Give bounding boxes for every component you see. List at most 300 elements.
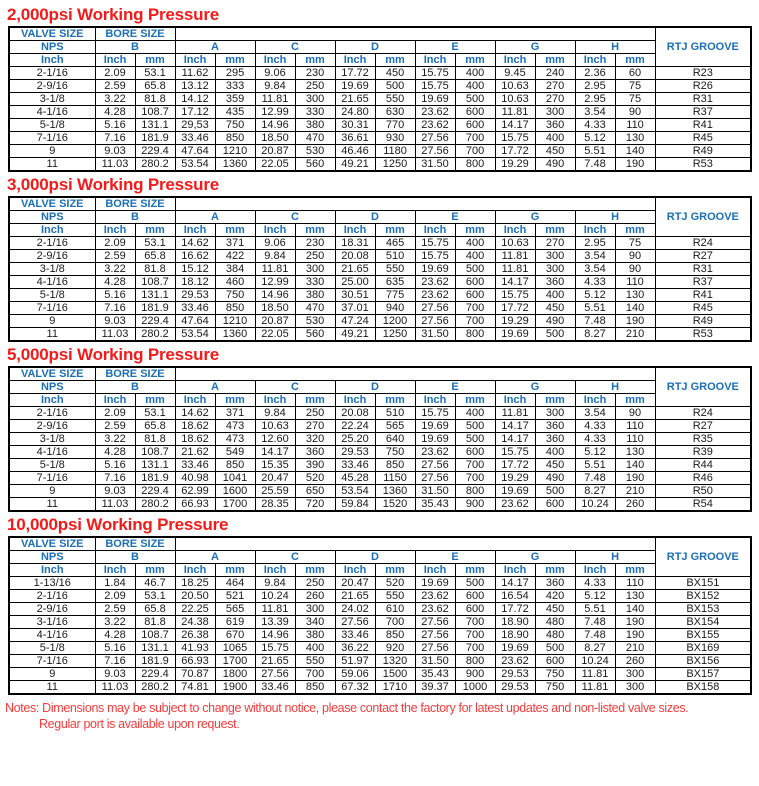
unit-header-mm: mm bbox=[455, 564, 495, 577]
rtj-groove-cell: R41 bbox=[655, 289, 751, 302]
dimension-cell: 700 bbox=[455, 302, 495, 315]
dimension-cell: 9.84 bbox=[255, 577, 295, 590]
valve-size-cell: 4-1/16 bbox=[9, 446, 95, 459]
dimension-cell: 53.54 bbox=[335, 485, 375, 498]
dimension-cell: 2.59 bbox=[95, 603, 135, 616]
rtj-groove-cell: R53 bbox=[655, 328, 751, 342]
dimension-cell: 12.99 bbox=[255, 106, 295, 119]
dimension-cell: 46.7 bbox=[135, 577, 175, 590]
valve-size-cell: 4-1/16 bbox=[9, 276, 95, 289]
dimension-cell: 500 bbox=[455, 433, 495, 446]
dimension-cell: 65.8 bbox=[135, 250, 175, 263]
valve-size-cell: 2-1/16 bbox=[9, 590, 95, 603]
dimension-cell: 24.02 bbox=[335, 603, 375, 616]
dimension-cell: 280.2 bbox=[135, 681, 175, 695]
dimension-cell: 18.62 bbox=[175, 433, 215, 446]
dimension-cell: 59.84 bbox=[335, 498, 375, 512]
dimension-cell: 750 bbox=[215, 289, 255, 302]
dimension-cell: 65.8 bbox=[135, 603, 175, 616]
unit-header-mm: mm bbox=[455, 54, 495, 67]
dimension-cell: 1150 bbox=[375, 472, 415, 485]
nps-header: NPS bbox=[9, 211, 95, 224]
dimension-cell: 635 bbox=[375, 276, 415, 289]
bore-size-header: BORE SIZE bbox=[95, 27, 175, 41]
dimension-cell: 360 bbox=[535, 276, 575, 289]
unit-header-inch: Inch bbox=[95, 394, 135, 407]
dimension-cell: 7.48 bbox=[575, 629, 615, 642]
valve-size-cell: 9 bbox=[9, 145, 95, 158]
rtj-groove-cell: BX151 bbox=[655, 577, 751, 590]
section-title: 10,000psi Working Pressure bbox=[7, 515, 229, 534]
table-row bbox=[9, 302, 751, 315]
dimension-cell: 450 bbox=[375, 67, 415, 80]
rtj-groove-cell: BX154 bbox=[655, 616, 751, 629]
table-row bbox=[9, 616, 751, 629]
dimension-cell: 7.16 bbox=[95, 302, 135, 315]
dimension-cell: 3.54 bbox=[575, 263, 615, 276]
dimension-cell: 17.72 bbox=[335, 67, 375, 80]
dimension-cell: 15.75 bbox=[415, 407, 455, 420]
dimension-cell: 270 bbox=[535, 93, 575, 106]
unit-header-mm: mm bbox=[535, 224, 575, 237]
dimension-cell: 250 bbox=[295, 80, 335, 93]
dimension-cell: 15.75 bbox=[415, 67, 455, 80]
dimension-cell: 15.75 bbox=[495, 132, 535, 145]
dimension-cell: 7.48 bbox=[575, 616, 615, 629]
dimension-cell: 400 bbox=[455, 237, 495, 250]
valve-size-cell: 2-1/16 bbox=[9, 67, 95, 80]
dimension-cell: 62.99 bbox=[175, 485, 215, 498]
dimension-cell: 90 bbox=[615, 106, 655, 119]
table-row bbox=[9, 106, 751, 119]
dimension-cell: 560 bbox=[295, 328, 335, 342]
table-row bbox=[9, 590, 751, 603]
dimension-cell: 10.24 bbox=[255, 590, 295, 603]
dimension-cell: 20.08 bbox=[335, 407, 375, 420]
dimension-cell: 4.28 bbox=[95, 629, 135, 642]
dimension-cell: 5.16 bbox=[95, 642, 135, 655]
dimension-cell: 110 bbox=[615, 276, 655, 289]
rtj-groove-cell: R45 bbox=[655, 302, 751, 315]
table-row bbox=[9, 420, 751, 433]
rtj-groove-cell: R53 bbox=[655, 158, 751, 172]
dimension-cell: 33.46 bbox=[175, 132, 215, 145]
unit-header-mm: mm bbox=[295, 224, 335, 237]
dimension-cell: 1041 bbox=[215, 472, 255, 485]
dimension-cell: 51.97 bbox=[335, 655, 375, 668]
dimension-cell: 720 bbox=[295, 498, 335, 512]
dimension-cell: 53.1 bbox=[135, 590, 175, 603]
dimension-cell: 240 bbox=[535, 67, 575, 80]
unit-header-inch: Inch bbox=[9, 394, 95, 407]
dimension-cell: 29.53 bbox=[495, 681, 535, 695]
rtj-groove-cell: BX156 bbox=[655, 655, 751, 668]
dimension-cell: 359 bbox=[215, 93, 255, 106]
unit-header-inch: Inch bbox=[415, 54, 455, 67]
dimension-cell: 7.16 bbox=[95, 132, 135, 145]
dimension-cell: 360 bbox=[535, 433, 575, 446]
dimension-cell: 27.56 bbox=[415, 642, 455, 655]
dimension-cell: 2.95 bbox=[575, 93, 615, 106]
dim-header-h: H bbox=[575, 551, 655, 564]
dimensions-table-10000psi bbox=[8, 536, 752, 695]
dim-header-a: A bbox=[175, 211, 255, 224]
unit-header-inch: Inch bbox=[335, 394, 375, 407]
dimension-cell: 81.8 bbox=[135, 263, 175, 276]
dimension-cell: 850 bbox=[215, 302, 255, 315]
dimension-cell: 260 bbox=[615, 498, 655, 512]
dimension-cell: 16.62 bbox=[175, 250, 215, 263]
table-row bbox=[9, 629, 751, 642]
dimension-cell: 560 bbox=[295, 158, 335, 172]
dimension-cell: 17.12 bbox=[175, 106, 215, 119]
dimension-cell: 27.56 bbox=[415, 459, 455, 472]
table-row bbox=[9, 289, 751, 302]
unit-header-mm: mm bbox=[455, 394, 495, 407]
dimension-cell: 800 bbox=[455, 158, 495, 172]
dimension-cell: 422 bbox=[215, 250, 255, 263]
dimension-cell: 4.33 bbox=[575, 276, 615, 289]
dimension-cell: 250 bbox=[295, 577, 335, 590]
table-row bbox=[9, 276, 751, 289]
unit-header-inch: Inch bbox=[335, 54, 375, 67]
dimension-cell: 18.25 bbox=[175, 577, 215, 590]
dimension-cell: 300 bbox=[535, 250, 575, 263]
dimension-cell: 530 bbox=[295, 315, 335, 328]
dimension-cell: 400 bbox=[535, 289, 575, 302]
table-row bbox=[9, 446, 751, 459]
dimension-cell: 53.1 bbox=[135, 237, 175, 250]
unit-header-inch: Inch bbox=[255, 54, 295, 67]
dimension-cell: 37.01 bbox=[335, 302, 375, 315]
dimension-cell: 27.56 bbox=[335, 616, 375, 629]
unit-header-mm: mm bbox=[615, 564, 655, 577]
dimension-cell: 600 bbox=[455, 446, 495, 459]
dimension-cell: 5.16 bbox=[95, 119, 135, 132]
dimension-cell: 9.03 bbox=[95, 485, 135, 498]
rtj-groove-cell: R23 bbox=[655, 67, 751, 80]
dimension-cell: 750 bbox=[535, 668, 575, 681]
dimension-cell: 11.81 bbox=[495, 106, 535, 119]
dimension-cell: 500 bbox=[455, 93, 495, 106]
dimension-cell: 400 bbox=[455, 80, 495, 93]
dimension-cell: 1360 bbox=[375, 485, 415, 498]
dim-header-d: D bbox=[335, 211, 415, 224]
dimension-cell: 181.9 bbox=[135, 132, 175, 145]
dimension-cell: 33.46 bbox=[175, 302, 215, 315]
dimension-cell: 90 bbox=[615, 263, 655, 276]
dimension-cell: 40.98 bbox=[175, 472, 215, 485]
dimension-cell: 450 bbox=[535, 459, 575, 472]
dimension-cell: 640 bbox=[375, 433, 415, 446]
dimension-cell: 550 bbox=[375, 263, 415, 276]
rtj-groove-cell: R44 bbox=[655, 459, 751, 472]
dim-header-c: C bbox=[255, 551, 335, 564]
dimension-cell: 11.81 bbox=[255, 93, 295, 106]
dimension-cell: 700 bbox=[455, 629, 495, 642]
dim-header-a: A bbox=[175, 381, 255, 394]
valve-size-cell: 11 bbox=[9, 328, 95, 342]
dimension-cell: 775 bbox=[375, 289, 415, 302]
valve-size-cell: 11 bbox=[9, 498, 95, 512]
dimension-cell: 35.43 bbox=[415, 498, 455, 512]
dimension-cell: 130 bbox=[615, 289, 655, 302]
dimension-cell: 23.62 bbox=[495, 655, 535, 668]
dimension-cell: 140 bbox=[615, 302, 655, 315]
dimension-cell: 27.56 bbox=[255, 668, 295, 681]
rtj-groove-cell: R49 bbox=[655, 315, 751, 328]
notes-text-1: Dimensions may be subject to change without notice, please contact the factory for latest updates and non-listed valve sizes. bbox=[42, 701, 689, 715]
dimension-cell: 930 bbox=[375, 132, 415, 145]
dimension-cell: 11.81 bbox=[575, 681, 615, 695]
spacer-header bbox=[175, 537, 655, 551]
unit-header-mm: mm bbox=[295, 564, 335, 577]
dimension-cell: 33.46 bbox=[175, 459, 215, 472]
dimension-cell: 20.47 bbox=[255, 472, 295, 485]
dimension-cell: 90 bbox=[615, 407, 655, 420]
dimension-cell: 360 bbox=[535, 119, 575, 132]
dimension-cell: 2.09 bbox=[95, 590, 135, 603]
notes-line-2: Regular port is available upon request. bbox=[39, 717, 240, 731]
dimension-cell: 14.62 bbox=[175, 237, 215, 250]
dim-header-g: G bbox=[495, 381, 575, 394]
bore-size-header: BORE SIZE bbox=[95, 537, 175, 551]
dimension-cell: 130 bbox=[615, 446, 655, 459]
dimension-cell: 500 bbox=[375, 80, 415, 93]
dimension-cell: 11.03 bbox=[95, 681, 135, 695]
rtj-groove-cell: R37 bbox=[655, 276, 751, 289]
valve-size-cell: 5-1/8 bbox=[9, 119, 95, 132]
table-row bbox=[9, 485, 751, 498]
dimension-cell: 330 bbox=[295, 276, 335, 289]
dimension-cell: 270 bbox=[535, 80, 575, 93]
table-row bbox=[9, 433, 751, 446]
nps-header: NPS bbox=[9, 381, 95, 394]
notes-line-1 bbox=[5, 700, 759, 716]
unit-header-inch: Inch bbox=[495, 394, 535, 407]
dimension-cell: 300 bbox=[295, 263, 335, 276]
dimension-cell: 850 bbox=[375, 629, 415, 642]
dimension-cell: 181.9 bbox=[135, 655, 175, 668]
dimension-cell: 46.46 bbox=[335, 145, 375, 158]
dimension-cell: 400 bbox=[455, 67, 495, 80]
unit-header-mm: mm bbox=[215, 224, 255, 237]
rtj-groove-cell: BX152 bbox=[655, 590, 751, 603]
unit-header-mm: mm bbox=[135, 564, 175, 577]
dimension-cell: 19.69 bbox=[415, 263, 455, 276]
dimension-cell: 1360 bbox=[215, 158, 255, 172]
table-row bbox=[9, 145, 751, 158]
dimension-cell: 1600 bbox=[215, 485, 255, 498]
dimension-cell: 24.38 bbox=[175, 616, 215, 629]
dimension-cell: 230 bbox=[295, 67, 335, 80]
valve-size-header: VALVE SIZE bbox=[9, 367, 95, 381]
dimension-cell: 22.05 bbox=[255, 158, 295, 172]
dimension-cell: 130 bbox=[615, 132, 655, 145]
dimension-cell: 74.81 bbox=[175, 681, 215, 695]
dimension-cell: 23.62 bbox=[415, 590, 455, 603]
dimension-cell: 30.51 bbox=[335, 289, 375, 302]
dimension-cell: 450 bbox=[535, 603, 575, 616]
dimension-cell: 4.33 bbox=[575, 433, 615, 446]
dimension-cell: 7.48 bbox=[575, 158, 615, 172]
dimension-cell: 19.69 bbox=[495, 642, 535, 655]
dimension-cell: 17.72 bbox=[495, 145, 535, 158]
unit-header-inch: Inch bbox=[415, 224, 455, 237]
dimension-cell: 140 bbox=[615, 459, 655, 472]
dimension-cell: 565 bbox=[375, 420, 415, 433]
dimension-cell: 27.56 bbox=[415, 472, 455, 485]
dimension-cell: 450 bbox=[535, 145, 575, 158]
dimension-cell: 1710 bbox=[375, 681, 415, 695]
dimension-cell: 521 bbox=[215, 590, 255, 603]
dimension-cell: 19.29 bbox=[495, 472, 535, 485]
dimension-cell: 14.96 bbox=[255, 629, 295, 642]
dimension-cell: 300 bbox=[535, 407, 575, 420]
dimension-cell: 5.12 bbox=[575, 446, 615, 459]
unit-header-mm: mm bbox=[215, 54, 255, 67]
dimension-cell: 500 bbox=[535, 328, 575, 342]
dimension-cell: 5.51 bbox=[575, 302, 615, 315]
dimension-cell: 14.96 bbox=[255, 119, 295, 132]
dimension-cell: 20.47 bbox=[335, 577, 375, 590]
dimension-cell: 700 bbox=[455, 459, 495, 472]
rtj-groove-cell: R39 bbox=[655, 446, 751, 459]
rtj-groove-cell: R27 bbox=[655, 420, 751, 433]
unit-header-inch: Inch bbox=[575, 564, 615, 577]
dimension-cell: 3.22 bbox=[95, 433, 135, 446]
rtj-groove-cell: BX155 bbox=[655, 629, 751, 642]
dim-header-g: G bbox=[495, 41, 575, 54]
dimension-cell: 9.84 bbox=[255, 250, 295, 263]
dimension-cell: 21.65 bbox=[255, 655, 295, 668]
unit-header-mm: mm bbox=[135, 224, 175, 237]
dimension-cell: 210 bbox=[615, 485, 655, 498]
dimension-cell: 190 bbox=[615, 158, 655, 172]
dimension-cell: 1900 bbox=[215, 681, 255, 695]
dimension-cell: 27.56 bbox=[415, 616, 455, 629]
dimension-cell: 11.03 bbox=[95, 158, 135, 172]
dimension-cell: 110 bbox=[615, 119, 655, 132]
dimension-cell: 4.28 bbox=[95, 446, 135, 459]
dimension-cell: 4.33 bbox=[575, 119, 615, 132]
dimension-cell: 23.62 bbox=[415, 106, 455, 119]
valve-size-cell: 2-9/16 bbox=[9, 603, 95, 616]
table-row bbox=[9, 498, 751, 512]
valve-size-cell: 3-1/16 bbox=[9, 616, 95, 629]
dimension-cell: 1800 bbox=[215, 668, 255, 681]
dimension-cell: 700 bbox=[455, 472, 495, 485]
dimension-cell: 11.81 bbox=[495, 407, 535, 420]
dimension-cell: 25.20 bbox=[335, 433, 375, 446]
dimension-cell: 300 bbox=[535, 106, 575, 119]
dimension-cell: 260 bbox=[615, 655, 655, 668]
dimension-cell: 140 bbox=[615, 603, 655, 616]
dimension-cell: 16.54 bbox=[495, 590, 535, 603]
dimension-cell: 380 bbox=[295, 119, 335, 132]
dimension-cell: 700 bbox=[455, 132, 495, 145]
dimension-cell: 700 bbox=[455, 145, 495, 158]
rtj-groove-cell: R54 bbox=[655, 498, 751, 512]
dimension-cell: 384 bbox=[215, 263, 255, 276]
dimension-cell: 36.22 bbox=[335, 642, 375, 655]
spacer-header bbox=[175, 27, 655, 41]
dimension-cell: 800 bbox=[455, 655, 495, 668]
dimension-cell: 333 bbox=[215, 80, 255, 93]
dimension-cell: 33.46 bbox=[255, 681, 295, 695]
dimension-cell: 21.65 bbox=[335, 93, 375, 106]
dimension-cell: 1700 bbox=[215, 498, 255, 512]
dimension-cell: 8.27 bbox=[575, 485, 615, 498]
dim-header-c: C bbox=[255, 211, 335, 224]
unit-header-mm: mm bbox=[535, 394, 575, 407]
dimension-cell: 9.84 bbox=[255, 80, 295, 93]
dimension-cell: 15.75 bbox=[255, 642, 295, 655]
dimensions-table-3000psi bbox=[8, 196, 752, 342]
dim-header-g: G bbox=[495, 551, 575, 564]
unit-header-inch: Inch bbox=[495, 564, 535, 577]
valve-size-cell: 9 bbox=[9, 668, 95, 681]
rtj-groove-cell: R27 bbox=[655, 250, 751, 263]
dimension-cell: 4.28 bbox=[95, 276, 135, 289]
dimension-cell: 66.93 bbox=[175, 655, 215, 668]
valve-size-cell: 7-1/16 bbox=[9, 302, 95, 315]
dimension-cell: 18.12 bbox=[175, 276, 215, 289]
dimension-cell: 600 bbox=[535, 655, 575, 668]
dimension-cell: 340 bbox=[295, 616, 335, 629]
unit-header-inch: Inch bbox=[575, 224, 615, 237]
dimension-cell: 920 bbox=[375, 642, 415, 655]
dimension-cell: 380 bbox=[295, 289, 335, 302]
dimension-cell: 2.95 bbox=[575, 237, 615, 250]
dimension-cell: 230 bbox=[295, 237, 335, 250]
rtj-groove-cell: R50 bbox=[655, 485, 751, 498]
dimension-cell: 110 bbox=[615, 577, 655, 590]
unit-header-mm: mm bbox=[215, 564, 255, 577]
rtj-groove-header: RTJ GROOVE bbox=[655, 27, 751, 67]
dimension-cell: 12.99 bbox=[255, 276, 295, 289]
table-row bbox=[9, 158, 751, 172]
dimension-cell: 330 bbox=[295, 106, 335, 119]
dimension-cell: 270 bbox=[295, 420, 335, 433]
dimension-cell: 371 bbox=[215, 237, 255, 250]
dimension-cell: 45.28 bbox=[335, 472, 375, 485]
dimension-cell: 14.96 bbox=[255, 289, 295, 302]
dimension-cell: 360 bbox=[535, 577, 575, 590]
dimension-cell: 400 bbox=[455, 250, 495, 263]
dimension-cell: 19.69 bbox=[335, 80, 375, 93]
dimension-cell: 480 bbox=[535, 629, 575, 642]
pressure-section-3000psi bbox=[0, 175, 759, 342]
unit-header-inch: Inch bbox=[575, 394, 615, 407]
dimension-cell: 181.9 bbox=[135, 302, 175, 315]
dimension-cell: 27.56 bbox=[415, 145, 455, 158]
unit-header-mm: mm bbox=[615, 394, 655, 407]
dimension-cell: 22.24 bbox=[335, 420, 375, 433]
dimension-cell: 10.24 bbox=[575, 498, 615, 512]
dimension-cell: 29,53 bbox=[175, 119, 215, 132]
valve-size-cell: 11 bbox=[9, 158, 95, 172]
dimension-cell: 15.35 bbox=[255, 459, 295, 472]
dim-header-e: E bbox=[415, 551, 495, 564]
valve-size-cell: 2-1/16 bbox=[9, 407, 95, 420]
unit-header-inch: Inch bbox=[175, 224, 215, 237]
dimension-cell: 22.25 bbox=[175, 603, 215, 616]
dimension-cell: 270 bbox=[535, 237, 575, 250]
unit-header-inch: Inch bbox=[95, 564, 135, 577]
dimension-cell: 600 bbox=[455, 106, 495, 119]
dimension-cell: 31.50 bbox=[415, 655, 455, 668]
